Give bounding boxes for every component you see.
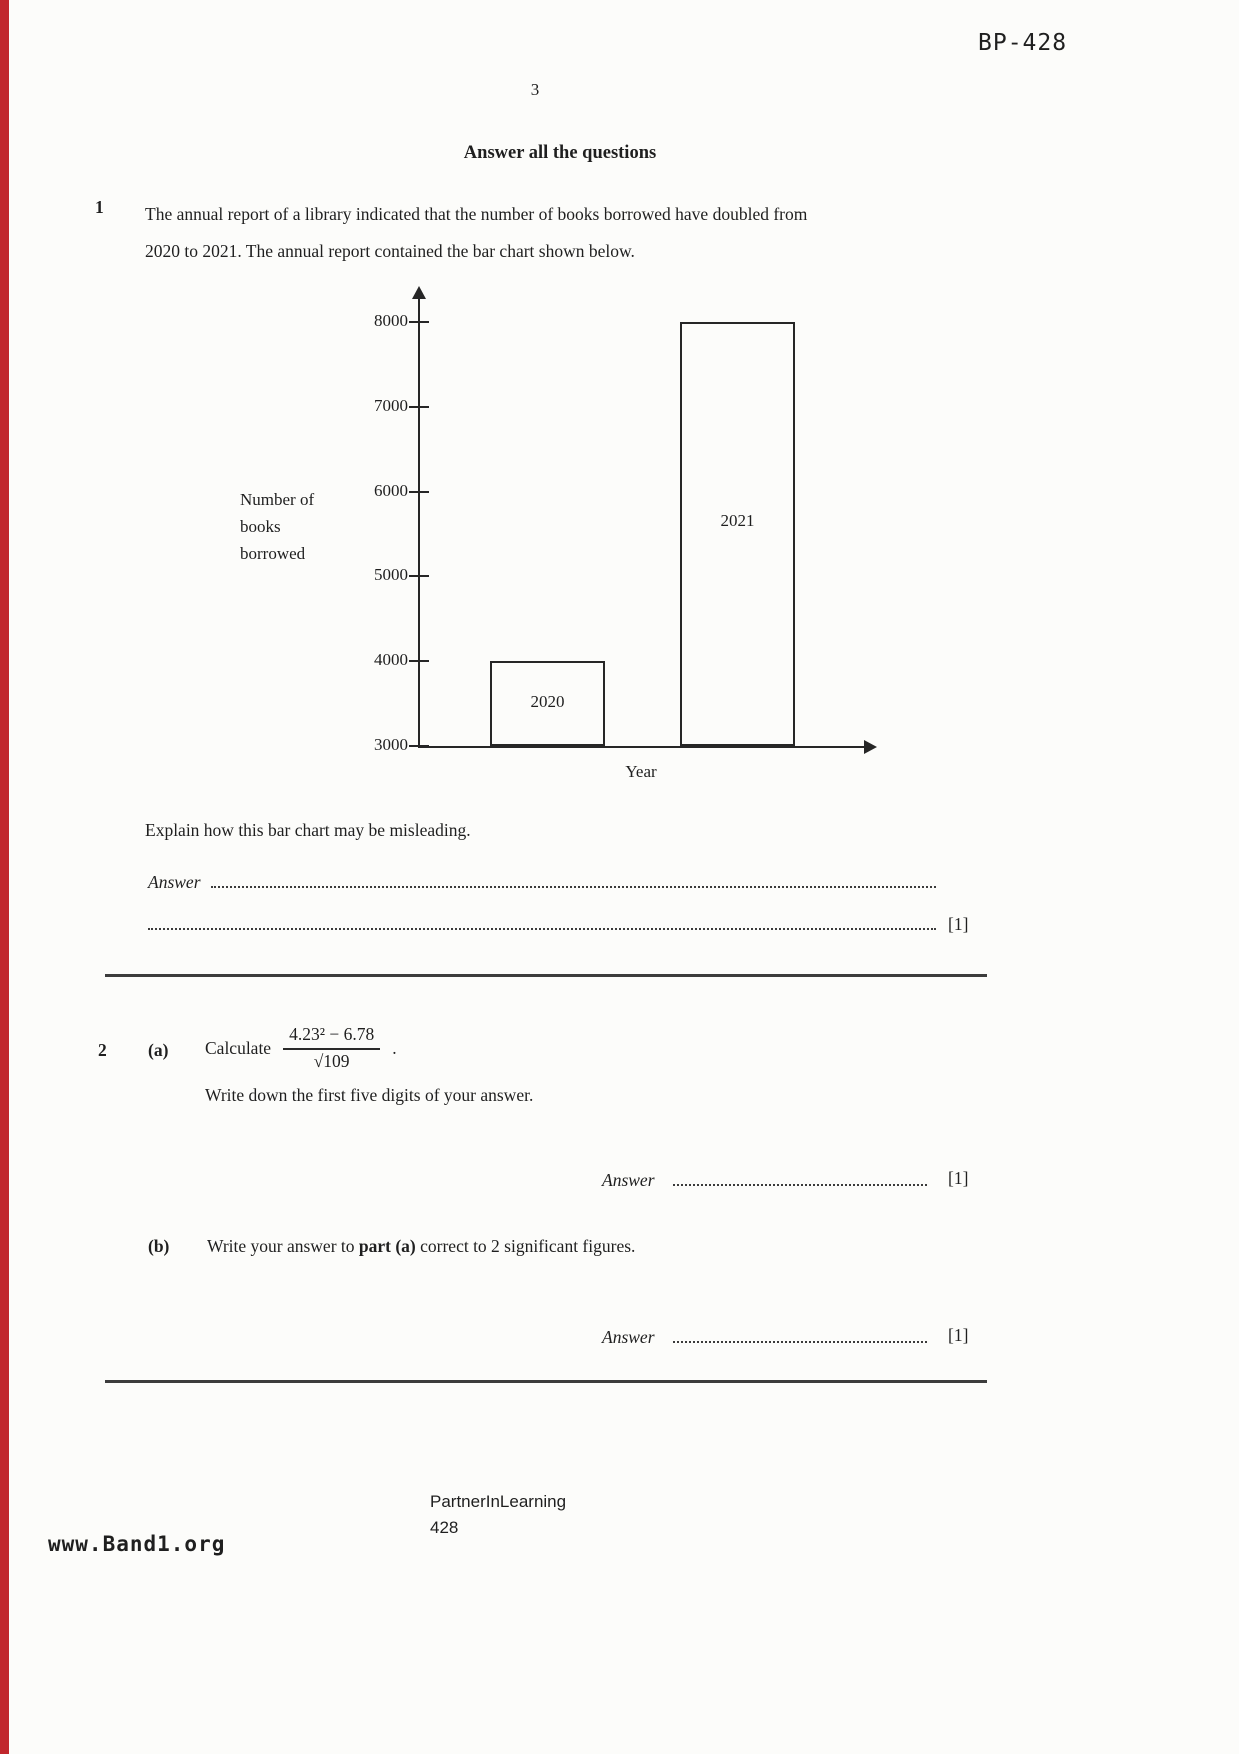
y-tick-label: 7000 <box>374 395 408 415</box>
y-tick-mark <box>409 491 429 493</box>
q2b-answer-label: Answer <box>602 1327 655 1348</box>
footer-website: www.Band1.org <box>48 1532 226 1556</box>
q2b-text-part1: Write your answer to <box>207 1236 359 1256</box>
q1-answer-line-1 <box>148 870 936 893</box>
x-axis-arrow-icon <box>864 740 877 754</box>
y-tick-mark <box>409 745 429 747</box>
q2b-text <box>207 1236 967 1257</box>
chart-y-axis-label: Number of books borrowed <box>240 490 315 563</box>
y-tick-label: 4000 <box>374 650 408 670</box>
q2a-answer-dotted-line <box>673 1168 928 1186</box>
scan-edge-stripe <box>0 0 9 1754</box>
q2a-answer-label: Answer <box>602 1170 655 1191</box>
fraction-numerator: 4.23² − 6.78 <box>283 1024 380 1050</box>
q2b-answer-dotted-line <box>673 1325 928 1343</box>
q1-explain-text: Explain how this bar chart may be misleading. <box>145 820 471 840</box>
y-tick-label: 3000 <box>374 735 408 754</box>
bar-label: 2021 <box>720 510 755 530</box>
y-tick-mark <box>409 406 429 408</box>
y-tick-label: 5000 <box>374 565 408 585</box>
q2b-text-part2: correct to 2 significant figures. <box>415 1236 636 1256</box>
section-divider-2 <box>105 1380 987 1383</box>
bar-2020 <box>490 661 605 746</box>
y-tick-mark <box>409 321 429 323</box>
q2b-text-bold: part (a) <box>358 1236 416 1256</box>
y-tick-mark <box>409 575 429 577</box>
section-divider-1 <box>105 974 987 977</box>
chart-x-axis-label: Year <box>625 762 657 781</box>
y-axis-line <box>418 298 420 748</box>
doc-code: BP-428 <box>978 30 1068 56</box>
q1-text-line2: 2020 to 2021. The annual report contained the bar chart shown below. <box>145 241 635 261</box>
q1-answer-dotted-line-2 <box>148 912 936 930</box>
q1-answer-label: Answer <box>148 872 201 893</box>
q2a-calculate-label: Calculate <box>205 1037 272 1058</box>
q2a-text: Write down the first five digits of your answer. <box>205 1085 534 1105</box>
section-heading: Answer all the questions <box>463 143 657 163</box>
fraction-denominator: √109 <box>313 1050 350 1071</box>
q2b-label: (b) <box>148 1236 170 1256</box>
q1-number: 1 <box>95 197 104 217</box>
q2-number: 2 <box>98 1040 107 1060</box>
bar-chart <box>238 288 928 808</box>
bar-label: 2020 <box>530 691 565 711</box>
page-number: 3 <box>530 80 540 99</box>
q2a-marks: [1] <box>948 1168 969 1188</box>
y-tick-mark <box>409 660 429 662</box>
q2a-answer-line <box>602 1168 927 1191</box>
bar-2021 <box>680 322 795 746</box>
q2b-marks: [1] <box>948 1325 969 1345</box>
q2a-period: . <box>392 1037 397 1058</box>
q1-text <box>145 196 985 270</box>
y-tick-label: 8000 <box>374 311 408 330</box>
q2b-answer-line <box>602 1325 927 1348</box>
y-axis-arrow-icon <box>412 286 426 299</box>
q2a-calc-row <box>205 1014 397 1082</box>
q2a-label: (a) <box>148 1040 169 1060</box>
q1-marks: [1] <box>948 914 969 934</box>
q1-answer-line-2 <box>148 912 936 930</box>
q1-answer-dotted-line-1 <box>211 870 937 888</box>
q2a-fraction <box>283 1024 380 1073</box>
footer-page-code: 428 <box>430 1518 459 1537</box>
x-axis-line <box>418 746 866 748</box>
q1-text-line1: The annual report of a library indicated that the number of books borrowed have doubled from <box>145 204 808 224</box>
y-tick-label: 6000 <box>374 480 408 500</box>
footer-partner-text: PartnerInLearning <box>430 1492 567 1511</box>
